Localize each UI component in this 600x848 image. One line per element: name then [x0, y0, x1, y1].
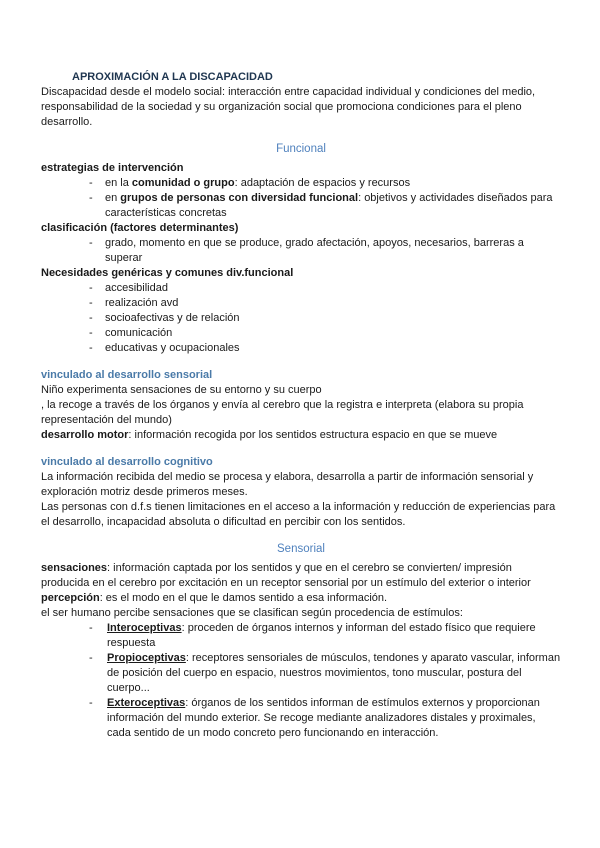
document-content — [41, 70, 561, 741]
dash-bullet: - — [89, 622, 93, 634]
item-text: socioafectivas y de relación — [105, 312, 240, 324]
dash-bullet: - — [89, 342, 93, 354]
item-text: comunicación — [105, 327, 173, 339]
item-text: : proceden de órganos internos y informan del estado físico que requiere respuesta — [107, 622, 536, 649]
clasificacion-line: el ser humano percibe sensaciones que se clasifican según procedencia de estímulos: — [41, 607, 463, 619]
item-term: percepción — [41, 592, 100, 604]
list-item — [41, 236, 561, 266]
item-text: en la — [105, 177, 132, 189]
dash-bullet: - — [89, 177, 93, 189]
list-item — [41, 696, 561, 741]
item-term: grupos de personas con diversidad funcional — [120, 192, 359, 204]
list-item — [41, 341, 561, 356]
list-item — [41, 621, 561, 651]
item-text: accesibilidad — [105, 282, 168, 294]
item-term: sensaciones — [41, 562, 108, 574]
item-term: desarrollo motor — [41, 429, 129, 441]
clasificacion-label: clasificación (factores determinantes) — [41, 222, 239, 234]
dash-bullet: - — [89, 312, 93, 324]
necesidades-list — [41, 281, 561, 356]
dash-bullet: - — [89, 652, 93, 664]
item-text: : es el modo en el que le damos sentido a esa información. — [99, 592, 388, 604]
item-term: Interoceptivas — [107, 622, 182, 634]
item-term: Propioceptivas — [107, 652, 186, 664]
list-item — [41, 281, 561, 296]
item-text: en — [105, 192, 121, 204]
sensorial-line-2: , la recoge a través de los órganos y envía al cerebro que la registra e interpreta (elabora su propia representación del mundo) — [41, 399, 524, 426]
item-term: Exteroceptivas — [107, 697, 186, 709]
dash-bullet: - — [89, 237, 93, 249]
necesidades-label: Necesidades genéricas y comunes div.funcional — [41, 267, 294, 279]
list-item — [41, 311, 561, 326]
section-heading-desarrollo-cognitivo: vinculado al desarrollo cognitivo — [41, 456, 213, 468]
document-title: APROXIMACIÓN A LA DISCAPACIDAD — [72, 71, 273, 83]
dash-bullet: - — [89, 282, 93, 294]
item-text: : receptores sensoriales de músculos, tendones y aparato vascular, informan de posición del cuerpo en espacio, nuestros movimientos, tono muscular, postura del cuerpo... — [107, 652, 561, 694]
sensorial-line-1: Niño experimenta sensaciones de su entorno y su cuerpo — [41, 384, 322, 396]
desarrollo-motor-line — [41, 428, 561, 443]
item-text: : órganos de los sentidos informan de estímulos externos y proporcionan información del mundo exterior. Se recoge mediante analizadores distales y proximales, cada sentido de un modo concreto pero funcionando en interacción. — [107, 697, 540, 739]
item-text: : información recogida por los sentidos estructura espacio en que se mueve — [128, 429, 498, 441]
cognitivo-paragraph-2: Las personas con d.f.s tienen limitaciones en el acceso a la información y reducción de experiencias para el desarrollo, incapacidad absoluta o dificultad en percibir con los sentidos. — [41, 501, 556, 528]
item-text: grado, momento en que se produce, grado afectación, apoyos, necesarios, barreras a superar — [105, 237, 524, 264]
item-text: : objetivos y actividades diseñados para características concretas — [105, 192, 553, 219]
dash-bullet: - — [89, 327, 93, 339]
receptores-list — [41, 621, 561, 741]
item-text: realización avd — [105, 297, 179, 309]
sensaciones-paragraph — [41, 561, 561, 591]
estrategias-label: estrategias de intervención — [41, 162, 184, 174]
cognitivo-paragraph-1: La información recibida del medio se procesa y elabora, desarrolla a partir de información sensorial y exploración motriz desde primeros meses. — [41, 471, 534, 498]
list-item — [41, 326, 561, 341]
section-heading-funcional: Funcional — [276, 143, 326, 155]
clasificacion-list — [41, 236, 561, 266]
dash-bullet: - — [89, 192, 93, 204]
percepcion-paragraph — [41, 591, 561, 606]
item-text: educativas y ocupacionales — [105, 342, 240, 354]
list-item — [41, 176, 561, 191]
estrategias-list — [41, 176, 561, 221]
list-item — [41, 191, 561, 221]
item-text: : información captada por los sentidos y que en el cerebro se convierten/ impresión producida en el cerebro por excitación en un receptor sensorial por un estímulo del exterior o interior — [41, 562, 531, 589]
item-term: comunidad o grupo — [131, 177, 235, 189]
section-heading-sensorial: Sensorial — [277, 543, 325, 555]
list-item — [41, 296, 561, 311]
list-item — [41, 651, 561, 696]
intro-paragraph: Discapacidad desde el modelo social: interacción entre capacidad individual y condiciones del medio, responsabilidad de la sociedad y su organización social que promociona condiciones para el pleno desarrollo. — [41, 86, 536, 128]
section-heading-desarrollo-sensorial: vinculado al desarrollo sensorial — [41, 369, 213, 381]
dash-bullet: - — [89, 697, 93, 709]
item-text: : adaptación de espacios y recursos — [234, 177, 411, 189]
dash-bullet: - — [89, 297, 93, 309]
